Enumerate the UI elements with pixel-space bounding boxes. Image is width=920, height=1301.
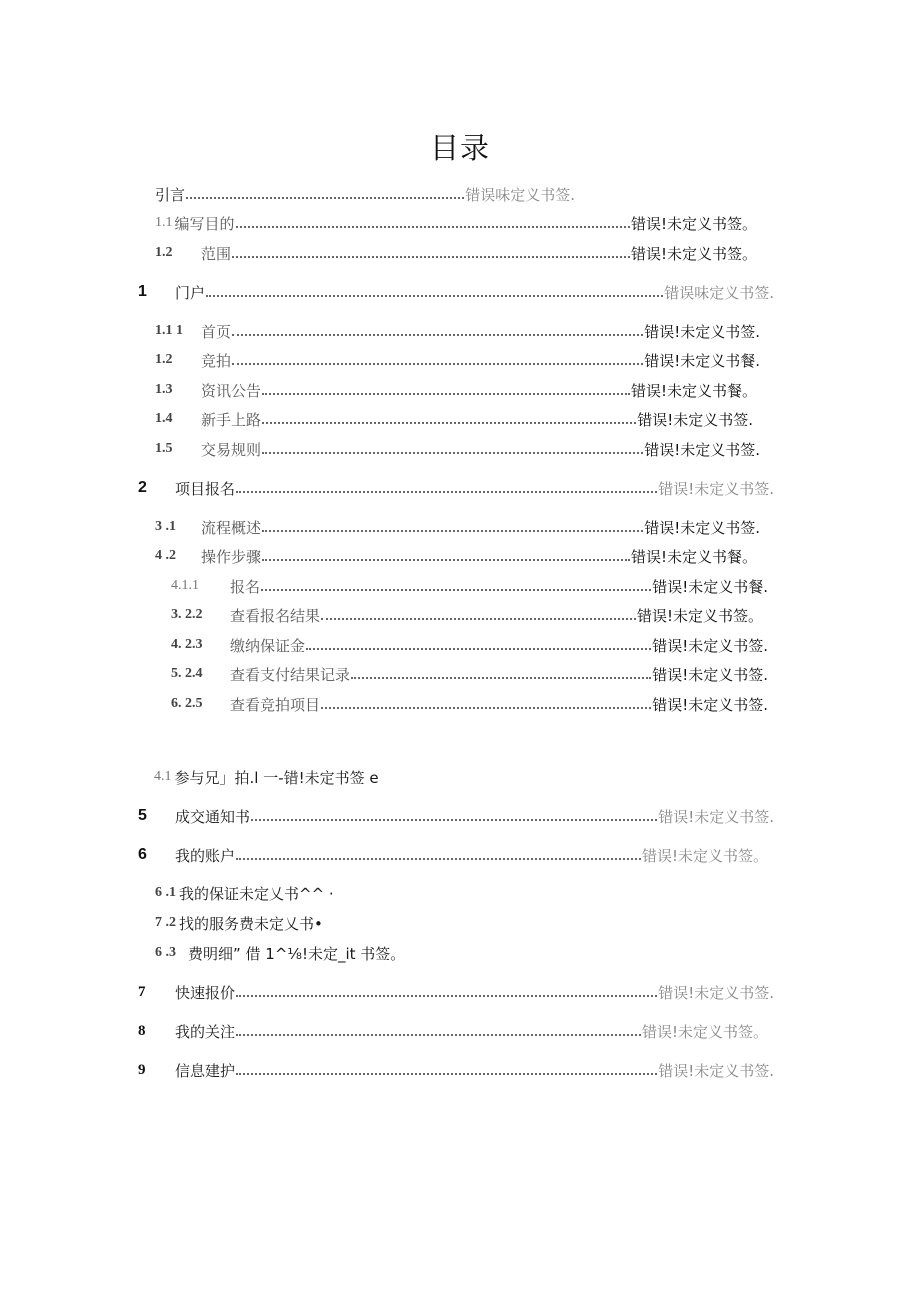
toc-entry-label: 我的账户 bbox=[175, 846, 236, 865]
toc-entry-number: 1.1 bbox=[155, 215, 173, 230]
toc-entry-label: 引言 bbox=[155, 185, 186, 204]
toc-entry-label: 找的服务费未定乂书• bbox=[179, 914, 323, 933]
toc-entry-page: 错误!未定义书签. bbox=[658, 1061, 774, 1080]
toc-entry-label: 交易规则 bbox=[201, 440, 262, 459]
leader-dots bbox=[236, 846, 641, 860]
toc-entry-number: 2 bbox=[138, 479, 147, 496]
toc-entry-label: 新手上路 bbox=[201, 410, 262, 429]
toc-entry-page: 错误!未定义书签. bbox=[644, 322, 760, 341]
toc-entry-number: 4.1.1 bbox=[171, 578, 199, 593]
toc-entry[interactable] bbox=[138, 805, 774, 827]
leader-dots bbox=[206, 283, 663, 297]
toc-entry-number: 1.2 bbox=[155, 352, 173, 367]
toc-entry-page: 错误!未定义书签. bbox=[652, 665, 768, 684]
toc-entry-page: 错误!未定义书签。 bbox=[641, 1022, 768, 1041]
toc-entry-number: 6 .1 bbox=[155, 885, 176, 900]
toc-entry-label: 缴纳保证金 bbox=[230, 636, 306, 655]
toc-entry[interactable] bbox=[138, 1020, 768, 1042]
toc-entry[interactable] bbox=[155, 408, 753, 430]
toc-entry-number: 6. 2.5 bbox=[171, 696, 203, 711]
leader-dots bbox=[262, 410, 636, 424]
leader-dots bbox=[236, 983, 657, 997]
toc-entry-page: 错误!未定义书签. bbox=[658, 807, 774, 826]
toc-entry-label: 查看竞拍项目 bbox=[230, 695, 321, 714]
toc-entry-label: 范围 bbox=[201, 244, 232, 263]
leader-dots bbox=[232, 322, 643, 336]
toc-entry[interactable] bbox=[138, 1059, 774, 1081]
toc-entry[interactable] bbox=[155, 912, 455, 934]
leader-dots bbox=[232, 244, 630, 258]
toc-entry-page: 错误!未定义书餐。 bbox=[630, 381, 757, 400]
toc-entry[interactable] bbox=[155, 545, 757, 567]
toc-entry-number: 1.4 bbox=[155, 411, 173, 426]
toc-entry-number: 4.1 bbox=[154, 769, 172, 784]
leader-dots bbox=[262, 547, 630, 561]
toc-entry-label: 我的保证未定乂书^^ · bbox=[179, 884, 334, 903]
toc-entry-label: 流程概述 bbox=[201, 518, 262, 537]
toc-entry-label: 查看报名结果 bbox=[230, 606, 321, 625]
toc-entry[interactable] bbox=[155, 438, 760, 460]
leader-dots bbox=[262, 381, 630, 395]
toc-entry[interactable] bbox=[155, 320, 760, 342]
toc-entry-label: 成交通知书 bbox=[175, 807, 251, 826]
toc-entry[interactable] bbox=[171, 693, 768, 715]
toc-entry-page: 错误!未定义书签. bbox=[637, 410, 753, 429]
leader-dots bbox=[236, 479, 657, 493]
toc-entry[interactable] bbox=[171, 575, 768, 597]
toc-entry-number: 1 bbox=[138, 283, 147, 300]
toc-entry[interactable] bbox=[155, 183, 575, 205]
toc-entry-page: 错误!未定义书餐. bbox=[652, 577, 768, 596]
toc-entry[interactable] bbox=[138, 281, 774, 303]
toc-entry-label: 门户 bbox=[175, 283, 206, 302]
toc-entry[interactable] bbox=[171, 634, 768, 656]
toc-entry-number: 3 .1 bbox=[155, 519, 176, 534]
toc-entry-page: 错误!未定义书签. bbox=[644, 440, 760, 459]
leader-dots bbox=[236, 1022, 641, 1036]
toc-entry[interactable] bbox=[155, 516, 760, 538]
toc-entry-number: 5 bbox=[138, 807, 147, 824]
toc-entry-page: 错误味定义书签. bbox=[664, 283, 774, 302]
toc-entry-number: 6 .3 bbox=[155, 945, 176, 960]
toc-entry[interactable] bbox=[171, 663, 768, 685]
leader-dots bbox=[262, 440, 643, 454]
toc-entry[interactable] bbox=[138, 844, 768, 866]
toc-entry[interactable] bbox=[155, 349, 760, 371]
toc-entry[interactable] bbox=[154, 766, 554, 788]
toc-entry[interactable] bbox=[155, 242, 757, 264]
toc-entry-label: 报名 bbox=[230, 577, 261, 596]
toc-entry-number: 8 bbox=[138, 1022, 146, 1039]
toc-entry-label: 项目报名 bbox=[175, 479, 236, 498]
toc-entry-number: 5. 2.4 bbox=[171, 666, 203, 681]
toc-entry-page: 错误!未定义书签。 bbox=[630, 244, 757, 263]
toc-entry-label: 操作步骤 bbox=[201, 547, 262, 566]
leader-dots bbox=[236, 214, 630, 228]
toc-entry-page: 错误!未定义书签。 bbox=[636, 606, 763, 625]
toc-entry-label: 费明细” 借 1^⅛!未定_it 书签。 bbox=[188, 944, 406, 963]
toc-entry-number: 4 .2 bbox=[155, 548, 176, 563]
leader-dots bbox=[306, 636, 651, 650]
leader-dots bbox=[232, 351, 643, 365]
toc-entry-page: 错误!未定义书签。 bbox=[630, 214, 757, 233]
toc-entry-label: 首页 bbox=[201, 322, 232, 341]
toc-entry-number: 1.1 1 bbox=[155, 323, 183, 338]
toc-entry-page: 错误!未定义书签. bbox=[652, 636, 768, 655]
toc-entry-label: 参与兄」拍.l 一-错!未定书签 e bbox=[174, 768, 379, 787]
toc-entry-number: 4. 2.3 bbox=[171, 637, 203, 652]
toc-entry-number: 1.5 bbox=[155, 441, 173, 456]
leader-dots bbox=[321, 695, 651, 709]
leader-dots bbox=[251, 807, 657, 821]
leader-dots bbox=[236, 1061, 657, 1075]
toc-entry-page: 错误!未定义书签. bbox=[652, 695, 768, 714]
toc-entry-label: 查看支付结果记录 bbox=[230, 665, 351, 684]
toc-entry-number: 6 bbox=[138, 846, 147, 863]
leader-dots bbox=[262, 518, 643, 532]
toc-entry[interactable] bbox=[138, 981, 774, 1003]
toc-entry-page: 错误!未定义书餐。 bbox=[630, 547, 757, 566]
toc-entry[interactable] bbox=[138, 477, 774, 499]
toc-entry-number: 7 bbox=[138, 983, 146, 1000]
toc-entry-label: 编写目的 bbox=[174, 214, 235, 233]
toc-entry-number: 3. 2.2 bbox=[171, 607, 203, 622]
toc-entry[interactable] bbox=[155, 942, 475, 964]
toc-entry-number: 7 .2 bbox=[155, 915, 176, 930]
toc-entry-label: 资讯公告 bbox=[201, 381, 262, 400]
toc-entry-label: 我的关注 bbox=[175, 1022, 236, 1041]
toc-title: 目录 bbox=[429, 131, 490, 165]
leader-dots bbox=[261, 577, 651, 591]
toc-entry-number: 1.2 bbox=[155, 245, 173, 260]
toc-entry-page: 错误!未定义书签. bbox=[658, 479, 774, 498]
toc-entry-page: 错误味定义书签. bbox=[465, 185, 575, 204]
toc-entry[interactable] bbox=[155, 882, 455, 904]
toc-entry-label: 快速报价 bbox=[175, 983, 236, 1002]
toc-entry-page: 错误!未定义书签. bbox=[658, 983, 774, 1002]
toc-entry[interactable] bbox=[171, 604, 763, 626]
toc-entry-number: 1.3 bbox=[155, 382, 173, 397]
leader-dots bbox=[321, 606, 636, 620]
toc-entry-label: 竞拍 bbox=[201, 351, 232, 370]
toc-entry[interactable] bbox=[155, 212, 757, 234]
toc-entry-label: 信息建护 bbox=[175, 1061, 236, 1080]
leader-dots bbox=[351, 665, 651, 679]
toc-entry[interactable] bbox=[155, 379, 757, 401]
toc-entry-page: 错误!未定义书餐. bbox=[644, 351, 760, 370]
leader-dots bbox=[186, 185, 464, 199]
toc-entry-page: 错误!未定义书签. bbox=[644, 518, 760, 537]
toc-entry-page: 错误!未定义书签。 bbox=[641, 846, 768, 865]
toc-entry-number: 9 bbox=[138, 1061, 146, 1078]
